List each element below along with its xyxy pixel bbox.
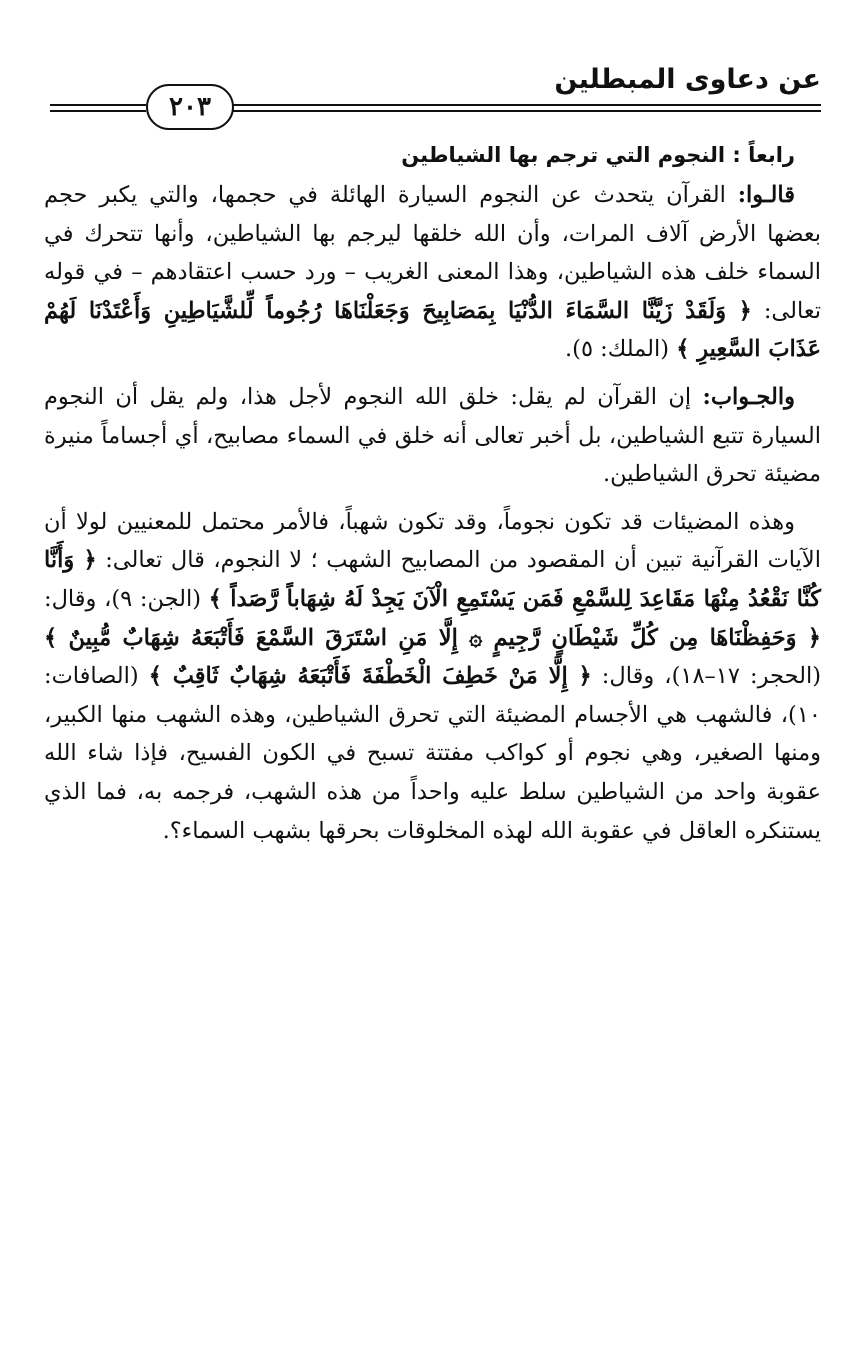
paragraph-lead: قالـوا:: [737, 182, 795, 208]
verse-reference: (الملك: ٥).: [565, 336, 677, 363]
header-rule-left-bottom: [50, 110, 146, 112]
quran-verse: ﴿ وَأَنَّا كُنَّا نَقْعُدُ مِنْهَا مَقَاعِدَ لِلسَّمْعِ فَمَن يَسْتَمِعِ الْآنَ يَجِدْ لَهُ شِهَاباً رَّصَداً ﴾: [44, 547, 821, 612]
paragraph-text: وهذه المضيئات قد تكون نجوماً، وقد تكون شهباً، فالأمر محتمل للمعنيين لولا أن الآيات القرآنية تبين أن المقصود من المصابيح الشهب ؛ لا النجوم، قال تعالى:: [44, 508, 821, 574]
page-body: [44, 138, 821, 859]
paragraph-answer: [44, 378, 821, 494]
paragraph-claim: [44, 176, 821, 369]
paragraph-meteors: [44, 503, 821, 850]
section-heading: رابعاً : النجوم التي ترجم بها الشياطين: [401, 143, 795, 167]
header-rule-left-top: [50, 104, 146, 106]
paragraph-text: (الصافات: ١٠)، فالشهب هي الأجسام المضيئة التي تحرق الشياطين، وهذه الشهب منها الكبير، ومنها الصغير، وهي نجوم أو كواكب مفتتة تسبح في الكون الفسيح، فإذا شاء الله عقوبة واحد من الشياطين سلط عليه واحداً من هذه الشهب، فرجمه به، فما الذي يستنكره العاقل في عقوبة الله لهذه المخلوقات بحرقها بشهب السماء؟.: [44, 663, 821, 844]
header-rule-top: [232, 104, 821, 106]
running-header-title: عن دعاوى المبطلين: [554, 64, 821, 95]
quran-verse: ﴿ وَحَفِظْنَاهَا مِن كُلِّ شَيْطَانٍ رَّجِيمٍ ۞ إِلَّا مَنِ اسْتَرَقَ السَّمْعَ فَأَتْبَعَهُ شِهَابٌ مُّبِينٌ ﴾: [44, 624, 821, 651]
page-number: ٢٠٣: [146, 84, 234, 130]
quran-verse: ﴿ إِلَّا مَنْ خَطِفَ الْخَطْفَةَ فَأَتْبَعَهُ شِهَابٌ ثَاقِبٌ ﴾: [148, 663, 592, 690]
paragraph-text: القرآن يتحدث عن النجوم السيارة الهائلة في حجمها، والتي يكبر حجم بعضها الأرض آلاف المرات، وأن الله خلقها ليرجم بها الشياطين، وأنها تتحرك في السماء خلف هذه الشياطين، وهذا المعنى الغريب – ورد حسب اعتقادهم – في قوله تعالى:: [44, 182, 821, 324]
verse-reference: (الجن: ٩)، وقال:: [44, 585, 209, 612]
header-rule-bottom: [232, 110, 821, 112]
quran-verse: ﴿ وَلَقَدْ زَيَّنَّا السَّمَاءَ الدُّنْيَا بِمَصَابِيحَ وَجَعَلْنَاهَا رُجُوماً لِّلشَّيَاطِينِ وَأَعْتَدْنَا لَهُمْ عَذَابَ السَّعِيرِ ﴾: [44, 297, 821, 363]
verse-reference: (الحجر: ١٧–١٨)، وقال:: [591, 663, 821, 690]
paragraph-text: إن القرآن لم يقل: خلق الله النجوم لأجل هذا، ولم يقل أن النجوم السيارة تتبع الشياطين، بل أخبر تعالى أنه خلق في السماء مصابيح، أي أجساماً منيرة مضيئة تحرق الشياطين.: [44, 383, 821, 488]
paragraph-lead: والجـواب:: [702, 383, 795, 410]
